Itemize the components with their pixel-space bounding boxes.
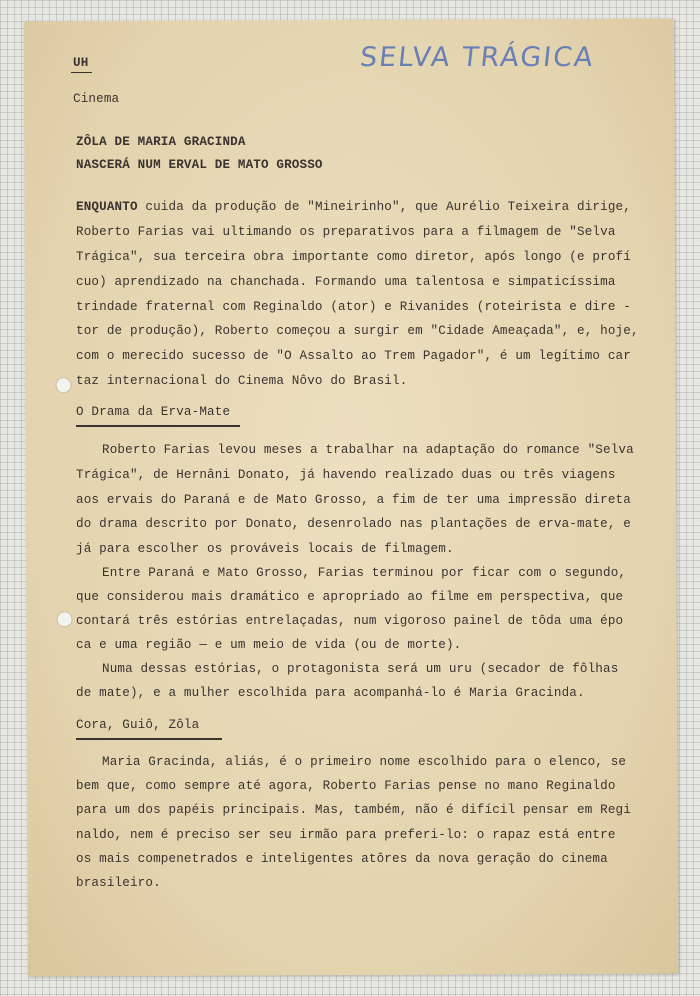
handwritten-title: SELVA TRÁGICA — [358, 42, 597, 73]
body-line: cuo) aprendizado na chanchada. Formando uma talentosa e simpaticíssima — [76, 275, 616, 289]
subheading-erva-mate: O Drama da Erva-Mate — [76, 405, 231, 419]
body-line: brasileiro. — [76, 876, 161, 890]
headline-line-1: ZÔLA DE MARIA GRACINDA — [76, 135, 246, 149]
body-line: com o merecido sucesso de "O Assalto ao Trem Pagador", é um legítimo car — [76, 349, 631, 363]
body-line: Roberto Farias vai ultimando os preparativos para a filmagem de "Selva — [76, 225, 616, 239]
lead-word: ENQUANTO — [76, 200, 138, 214]
body-line: Numa dessas estórias, o protagonista será um uru (secador de fôlhas — [102, 662, 619, 676]
lead-rest: cuida da produção de "Mineirinho", que Aurélio Teixeira dirige, — [137, 200, 631, 214]
headline-line-2: NASCERÁ NUM ERVAL DE MATO GROSSO — [76, 158, 323, 172]
body-line: trindade fraternal com Reginaldo (ator) e Rivanides (roteirista e dire - — [76, 300, 631, 314]
body-line: naldo, nem é preciso ser seu irmão para preferi-lo: o rapaz está entre — [76, 828, 616, 842]
body-line: os mais compenetrados e inteligentes atôres da nova geração do cinema — [76, 852, 608, 866]
subheading-underline — [76, 425, 240, 427]
subheading-underline — [76, 738, 222, 740]
body-line: que considerou mais dramático e apropriado ao filme em perspectiva, que — [76, 590, 624, 604]
body-line — [76, 200, 631, 214]
punch-hole-top — [55, 377, 71, 393]
body-line: Entre Paraná e Mato Grosso, Farias terminou por ficar com o segundo, — [102, 566, 627, 580]
header-code: UH — [73, 56, 89, 70]
body-line: taz internacional do Cinema Nôvo do Brasil. — [76, 374, 408, 388]
body-line: ca e uma região — e um meio de vida (ou de morte). — [76, 638, 462, 652]
subheading-cora-guio-zola: Cora, Guiô, Zôla — [76, 718, 200, 732]
body-line: Trágica", de Hernâni Donato, já havendo realizado duas ou três viagens — [76, 468, 616, 482]
section-label: Cinema — [73, 92, 120, 106]
body-line: de mate), e a mulher escolhida para acompanhá-lo é Maria Gracinda. — [76, 686, 585, 700]
body-line: Roberto Farias levou meses a trabalhar na adaptação do romance "Selva — [102, 443, 634, 457]
punch-hole-bottom — [56, 611, 72, 627]
body-line: Maria Gracinda, aliás, é o primeiro nome escolhido para o elenco, se — [102, 755, 627, 769]
body-line: aos ervais do Paraná e de Mato Grosso, a fim de ter uma impressão direta — [76, 493, 631, 507]
body-line: do drama descrito por Donato, desenrolado nas plantações de erva-mate, e — [76, 517, 631, 531]
body-line: tor de produção), Roberto começou a surgir em "Cidade Ameaçada", e, hoje, — [76, 324, 639, 338]
body-line: contará três estórias entrelaçadas, num vigoroso painel de tôda uma épo — [76, 614, 624, 628]
body-line: para um dos papéis principais. Mas, também, não é difícil pensar em Regi — [76, 803, 631, 817]
header-code-underline — [71, 72, 92, 73]
body-line: bem que, como sempre até agora, Roberto Farias pense no mano Reginaldo — [76, 779, 616, 793]
body-line: já para escolher os prováveis locais de filmagem. — [76, 542, 454, 556]
body-line: Trágica", sua terceira obra importante como diretor, após longo (e profí — [76, 250, 631, 264]
